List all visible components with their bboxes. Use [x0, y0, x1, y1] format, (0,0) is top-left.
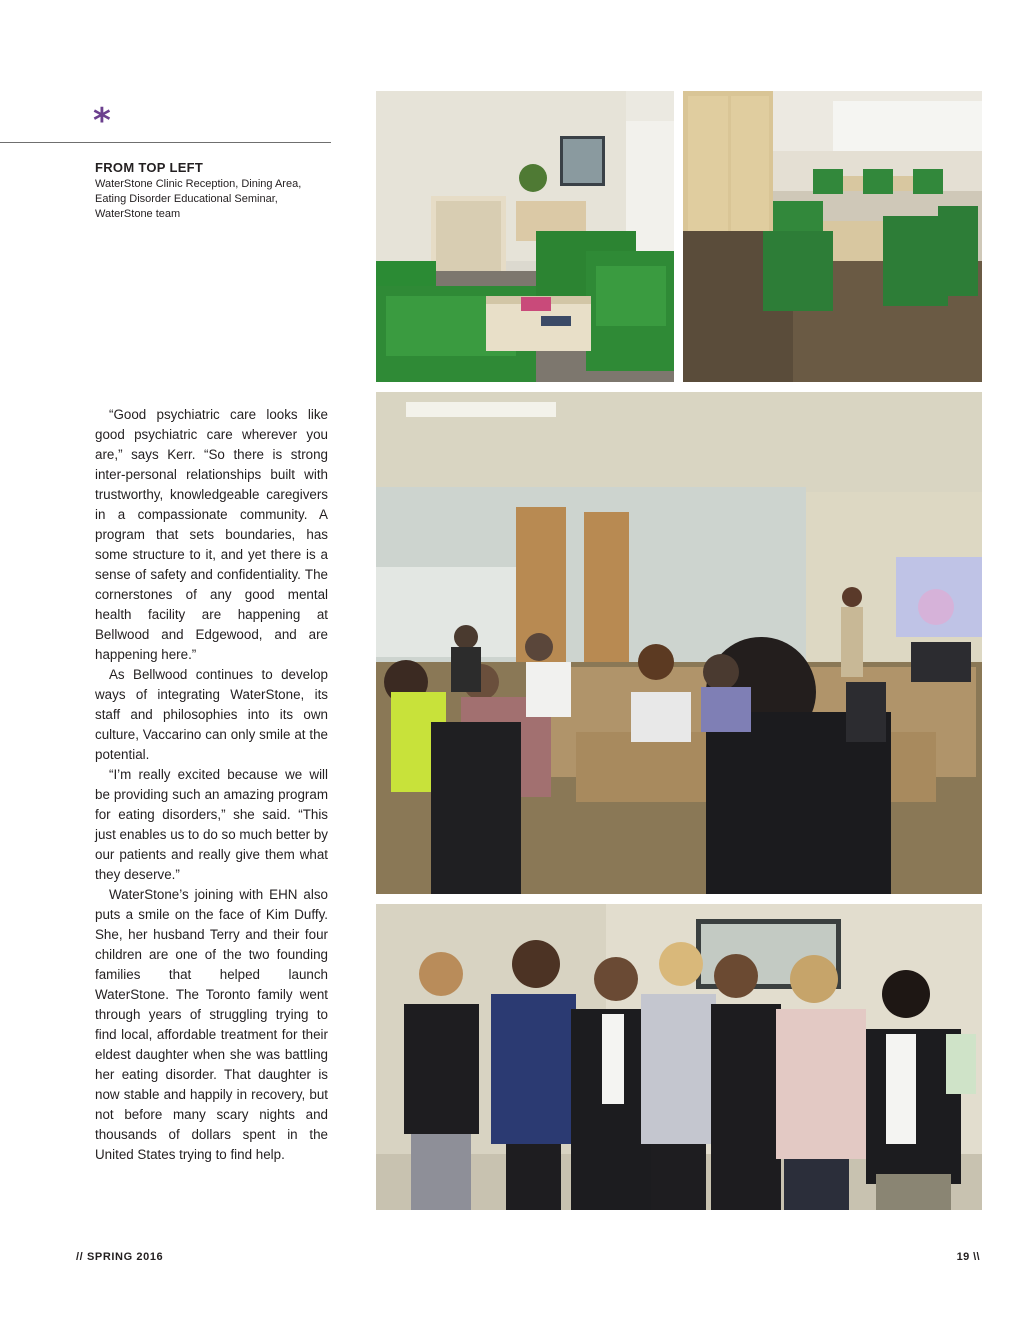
- footer-issue-label: // SPRING 2016: [76, 1251, 164, 1263]
- educational-seminar-photo: [376, 392, 982, 894]
- article-body: [95, 405, 328, 1165]
- dining-area-photo: [683, 91, 982, 382]
- caption-asterisk: *: [93, 101, 111, 141]
- article-paragraph-2: As Bellwood continues to develop ways of integrating WaterStone, its staff and philosophies into its own culture, Vaccarino can only smile at the potential.: [95, 667, 328, 762]
- caption-text: WaterStone Clinic Reception, Dining Area, Eating Disorder Educational Seminar, WaterStone team: [95, 178, 302, 220]
- article-paragraph-1: “Good psychiatric care looks like good psychiatric care wherever you are,” says Kerr. “So there is strong inter-personal relationships built with trustworthy, knowledgeable caregivers in a compassionate community. A program that sets boundaries, has some structure to it, and yet there is a sense of safety and confidentiality. The cornerstones of any good mental health facility are happening at Bellwood and Edgewood, and are happening here.”: [95, 407, 328, 662]
- footer-page-number: 19 \\: [956, 1251, 980, 1263]
- article-paragraph-4: WaterStone’s joining with EHN also puts a smile on the face of Kim Duffy. She, her husband Terry and their four children are one of the two founding families that helped launch WaterStone. The Toronto family went through years of struggling trying to find local, affordable treatment for their eldest daughter when she was battling her eating disorder. That daughter is now stable and happily in recovery, but not before many scary nights and thousands of dollars spent in the United States trying to find help.: [95, 887, 328, 1162]
- caption-divider: [0, 142, 331, 143]
- waterstone-team-photo: [376, 904, 982, 1210]
- caption-heading: FROM TOP LEFT: [95, 160, 204, 175]
- reception-photo: [376, 91, 674, 382]
- article-paragraph-3: “I’m really excited because we will be providing such an amazing program for eating disorders,” she said. “This just enables us to do so much better by our patients and really give them what they deserve.”: [95, 767, 328, 882]
